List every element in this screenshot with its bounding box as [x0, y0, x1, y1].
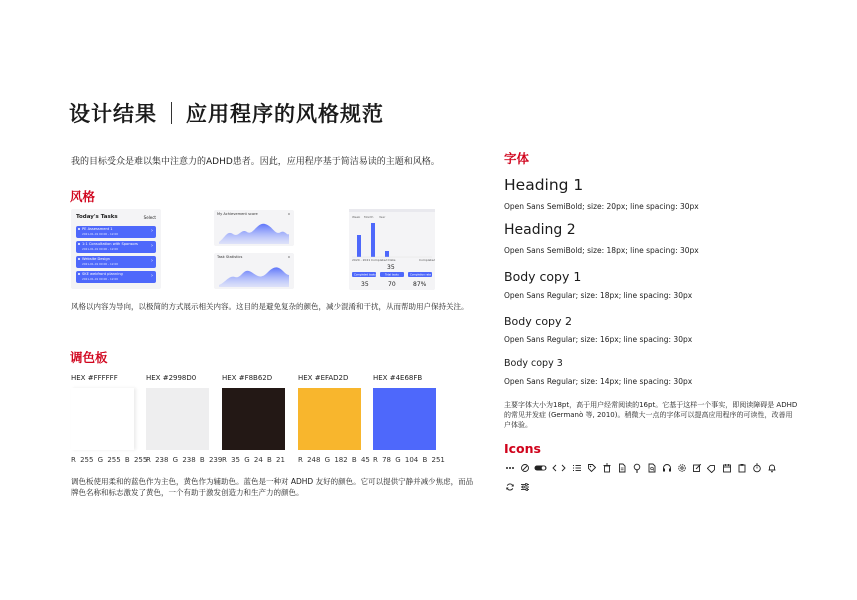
legend-month: Month — [364, 215, 374, 219]
lightbulb-icon — [631, 462, 642, 473]
task-date: 2021-01-01 09:00 - 12:00 — [82, 232, 119, 236]
page-title-part1: 设计结果 — [69, 102, 157, 126]
stat-completed: 35 — [361, 281, 369, 288]
achievement-area-chart — [219, 218, 289, 244]
refresh-icon — [504, 481, 515, 492]
icon-set-row-2 — [504, 481, 534, 492]
body1-spec: Open Sans Regular; size: 18px; line spacing: 30px — [504, 291, 693, 300]
more-icon — [504, 462, 515, 473]
task-name: PE Assessment 1 — [82, 227, 113, 231]
hex-label: HEX #FFFFFF — [71, 374, 118, 382]
statistics-label: Task Statistics — [217, 255, 243, 259]
task-date: 2021-01-01 09:00 - 12:00 — [82, 277, 119, 281]
chevron-right-icon: › — [151, 243, 153, 249]
body3-spec: Open Sans Regular; size: 14px; line spacing: 30px — [504, 377, 693, 386]
task-item — [76, 241, 156, 253]
body1-sample: Body copy 1 — [504, 269, 582, 284]
headphones-icon — [661, 462, 672, 473]
stat-total: 70 — [388, 281, 396, 288]
task-date: 2021-01-01 09:00 - 12:00 — [82, 262, 119, 266]
swatch-light-grey — [146, 388, 209, 450]
clipboard-icon — [736, 462, 747, 473]
tasks-card-select: Select — [143, 215, 156, 220]
style-caption: 风格以内容为导向，以极简的方式展示相关内容。这目的是避免复杂的颜色，减少混淆和干扰，从而帮助用户保持关注。 — [71, 302, 469, 311]
btn-label-completed: Completed tasks — [354, 273, 376, 277]
stat-rate: 87% — [413, 281, 427, 288]
intro-text: 我的目标受众是难以集中注意力的ADHD患者。因此，应用程序基于简洁易读的主题和风格。 — [71, 157, 440, 167]
swatch-yellow — [298, 388, 361, 450]
trash-icon — [601, 462, 612, 473]
calendar-icon — [721, 462, 732, 473]
swatch-blue — [373, 388, 436, 450]
statistics-area-chart — [219, 261, 289, 287]
rgb-value: R 78 G 104 B 251 — [373, 456, 445, 464]
settings-icon — [676, 462, 687, 473]
palette-heading: 调色板 — [70, 350, 108, 365]
page-title — [69, 98, 384, 128]
stats-bar-chart — [349, 209, 435, 290]
completed-date-label: Completed Date — [371, 258, 396, 262]
icons-heading: Icons — [504, 441, 541, 456]
completed-label: Completed — [419, 258, 435, 262]
task-item — [76, 256, 156, 268]
page-title-part2: 应用程序的风格规范 — [186, 102, 384, 126]
palette-caption-line1: 调色板使用柔和的蓝色作为主色，黄色作为辅助色。蓝色是一种对 ADHD 友好的颜色。它可以提供宁静并减少焦虑，而品 — [71, 477, 474, 486]
chevron-right-icon: › — [151, 228, 153, 234]
close-icon: x — [287, 255, 290, 259]
title-divider — [171, 102, 172, 124]
style-heading: 风格 — [70, 189, 96, 204]
heading1-spec: Open Sans SemiBold; size: 20px; line spacing: 30px — [504, 202, 699, 211]
chevron-right-icon: › — [151, 258, 153, 264]
task-name: 1:1 Consultation with Sponsors — [82, 242, 138, 246]
task-item — [76, 271, 156, 283]
rgb-value: R 35 G 24 B 21 — [222, 456, 285, 464]
heading2-spec: Open Sans SemiBold; size: 18px; line spacing: 30px — [504, 246, 699, 255]
hex-label: HEX #EFAD2D — [298, 374, 349, 382]
icon-set-row-1 — [504, 462, 781, 473]
tag-icon — [586, 462, 597, 473]
document-icon — [616, 462, 627, 473]
swatch-dark — [222, 388, 285, 450]
toggle-icon — [534, 462, 547, 473]
task-name: SKE webfront planning — [82, 272, 123, 276]
body2-spec: Open Sans Regular; size: 16px; line spacing: 30px — [504, 335, 693, 344]
pen-icon — [519, 462, 530, 473]
typography-note — [504, 400, 797, 430]
typography-note-line1: 主要字体大小为18pt，高于用户经常阅读的16pt。它基于这样一个事实，即阅读障碍是 ADHD — [504, 401, 798, 409]
palette-caption — [71, 476, 473, 498]
typography-note-line2: 的常见并发症 (Germanò 等, 2010)。稍微大一点的字体可以提高应用程序的可读性，改善用 — [504, 411, 793, 419]
bar-3 — [385, 251, 389, 257]
center-value: 35 — [387, 264, 395, 271]
achievement-label: My Achievement score — [217, 212, 258, 216]
legend-week: Week — [352, 215, 361, 219]
task-item — [76, 226, 156, 238]
task-statistics-card — [214, 253, 294, 289]
btn-label-rate: Completion rate — [410, 273, 431, 277]
task-name: Website Design — [82, 257, 110, 261]
tasks-card-title: Today's Tasks — [76, 214, 118, 220]
task-date: 2021-01-01 09:00 - 12:00 — [82, 247, 119, 251]
rgb-value: R 248 G 182 B 45 — [298, 456, 370, 464]
achievement-chart-card — [214, 210, 294, 246]
label-icon — [706, 462, 717, 473]
hex-label: HEX #2998D0 — [146, 374, 197, 382]
chevron-right-icon: › — [151, 273, 153, 279]
palette-caption-line2: 牌色名称和标志激发了黄色，一个有助于激发创造力和生产力的颜色。 — [71, 488, 304, 497]
typography-note-line3: 户体验。 — [504, 421, 532, 429]
bar-2 — [371, 223, 375, 257]
heading2-sample: Heading 2 — [504, 222, 576, 238]
style-card-stats — [349, 209, 435, 290]
body3-sample: Body copy 3 — [504, 358, 563, 369]
legend-year: Year — [379, 215, 386, 219]
close-icon: x — [287, 212, 290, 216]
period-label: 2020 - 2021 — [352, 258, 371, 262]
edit-icon — [691, 462, 702, 473]
bell-icon — [766, 462, 777, 473]
hex-label: HEX #4E68FB — [373, 374, 423, 382]
style-card-tasks — [71, 209, 161, 289]
list-icon — [571, 462, 582, 473]
heading1-sample: Heading 1 — [504, 176, 584, 194]
sliders-icon — [519, 481, 530, 492]
chevron-left-icon — [551, 462, 558, 473]
typography-heading: 字体 — [504, 151, 530, 166]
search-document-icon — [646, 462, 657, 473]
body2-sample: Body copy 2 — [504, 315, 573, 328]
chevron-right-icon — [560, 462, 567, 473]
hex-label: HEX #F8B62D — [222, 374, 273, 382]
rgb-value: R 238 G 238 B 239 — [146, 456, 223, 464]
bar-1 — [357, 235, 361, 257]
swatch-white — [71, 388, 134, 450]
rgb-value: R 255 G 255 B 255 — [71, 456, 148, 464]
timer-icon — [751, 462, 762, 473]
btn-label-total: Total tasks — [385, 273, 399, 277]
